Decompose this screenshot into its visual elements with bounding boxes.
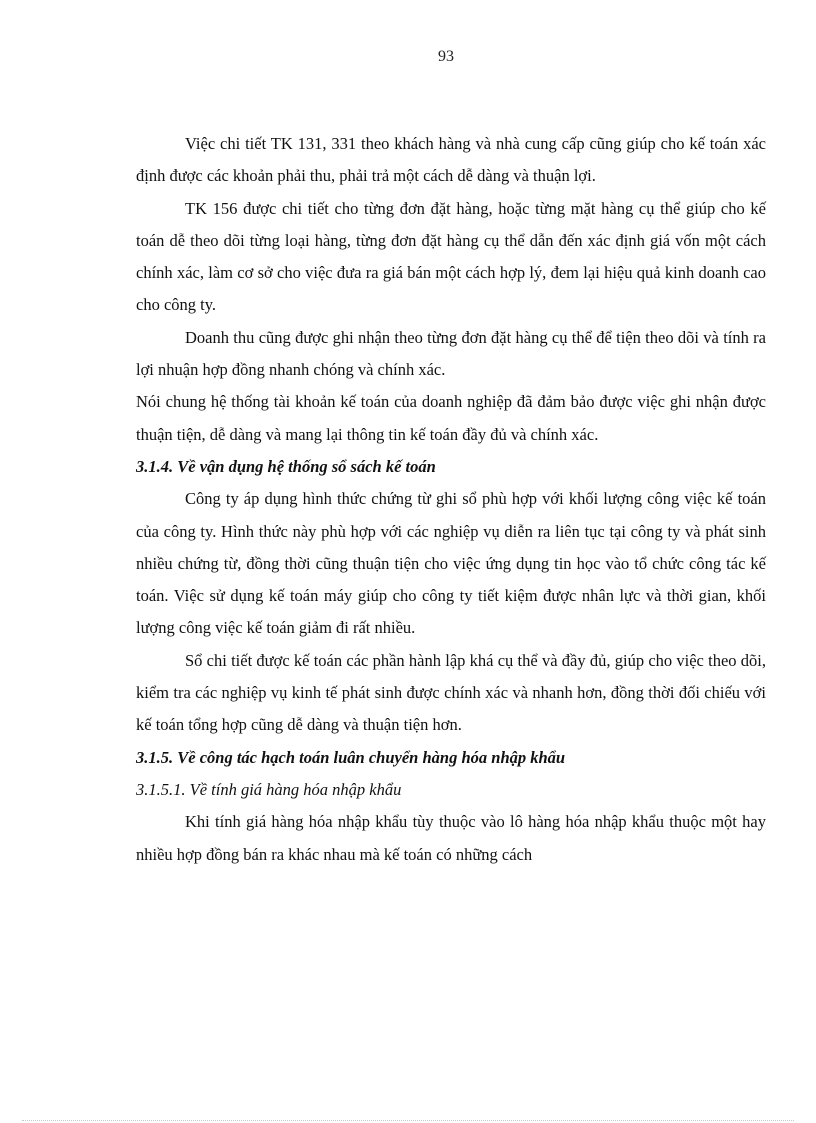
subsection-heading: 3.1.5.1. Về tính giá hàng hóa nhập khẩu — [136, 779, 402, 799]
paragraph: Khi tính giá hàng hóa nhập khẩu tùy thuộc vào lô hàng hóa nhập khẩu thuộc một hay nhiều hợp đồng bán ra khác nhau mà kế toán có những cách — [136, 812, 766, 864]
section-heading: 3.1.5. Về công tác hạch toán luân chuyển hàng hóa nhập khẩu — [136, 747, 566, 767]
paragraph: Doanh thu cũng được ghi nhận theo từng đơn đặt hàng cụ thể để tiện theo dõi và tính ra lợi nhuận hợp đồng nhanh chóng và chính xác. — [136, 327, 766, 380]
footer-divider — [22, 1120, 794, 1121]
paragraph: Sổ chi tiết được kế toán các phần hành lập khá cụ thể và đầy đủ, giúp cho việc theo dõi, kiểm tra các nghiệp vụ kinh tế phát sinh được chính xác và nhanh hơn, đồng thời đối chiếu với kế toán tổng hợp cũng dễ dàng và thuận tiện hơn. — [136, 650, 766, 735]
page-number: 93 — [438, 48, 454, 65]
paragraph: Công ty áp dụng hình thức chứng từ ghi sổ phù hợp với khối lượng công việc kế toán của công ty. Hình thức này phù hợp với các nghiệp vụ diễn ra liên tục tại công ty và phát sinh nhiều chứng từ, đồng thời cũng thuận tiện cho việc ứng dụng tin học vào tổ chức công tác kế toán. Việc sử dụng kế toán máy giúp cho công ty tiết kiệm được nhân lực và thời gian, khối lượng công việc kế toán giảm đi rất nhiều. — [136, 489, 766, 638]
paragraph: TK 156 được chi tiết cho từng đơn đặt hàng, hoặc từng mặt hàng cụ thể giúp cho kế toán dễ theo dõi từng loại hàng, từng đơn đặt hàng cụ thể dẫn đến xác định giá vốn một cách chính xác, làm cơ sở cho việc đưa ra giá bán một cách hợp lý, đem lại hiệu quả kinh doanh cao cho công ty. — [136, 198, 766, 315]
section-heading: 3.1.4. Về vận dụng hệ thống sổ sách kế toán — [136, 456, 436, 476]
document-body — [136, 128, 766, 871]
paragraph: Việc chi tiết TK 131, 331 theo khách hàng và nhà cung cấp cũng giúp cho kế toán xác định được các khoản phải thu, phải trả một cách dễ dàng và thuận lợi. — [136, 134, 766, 186]
paragraph: Nói chung hệ thống tài khoản kế toán của doanh nghiệp đã đảm bảo được việc ghi nhận được thuận tiện, dễ dàng và mang lại thông tin kế toán đầy đủ và chính xác. — [136, 392, 766, 444]
